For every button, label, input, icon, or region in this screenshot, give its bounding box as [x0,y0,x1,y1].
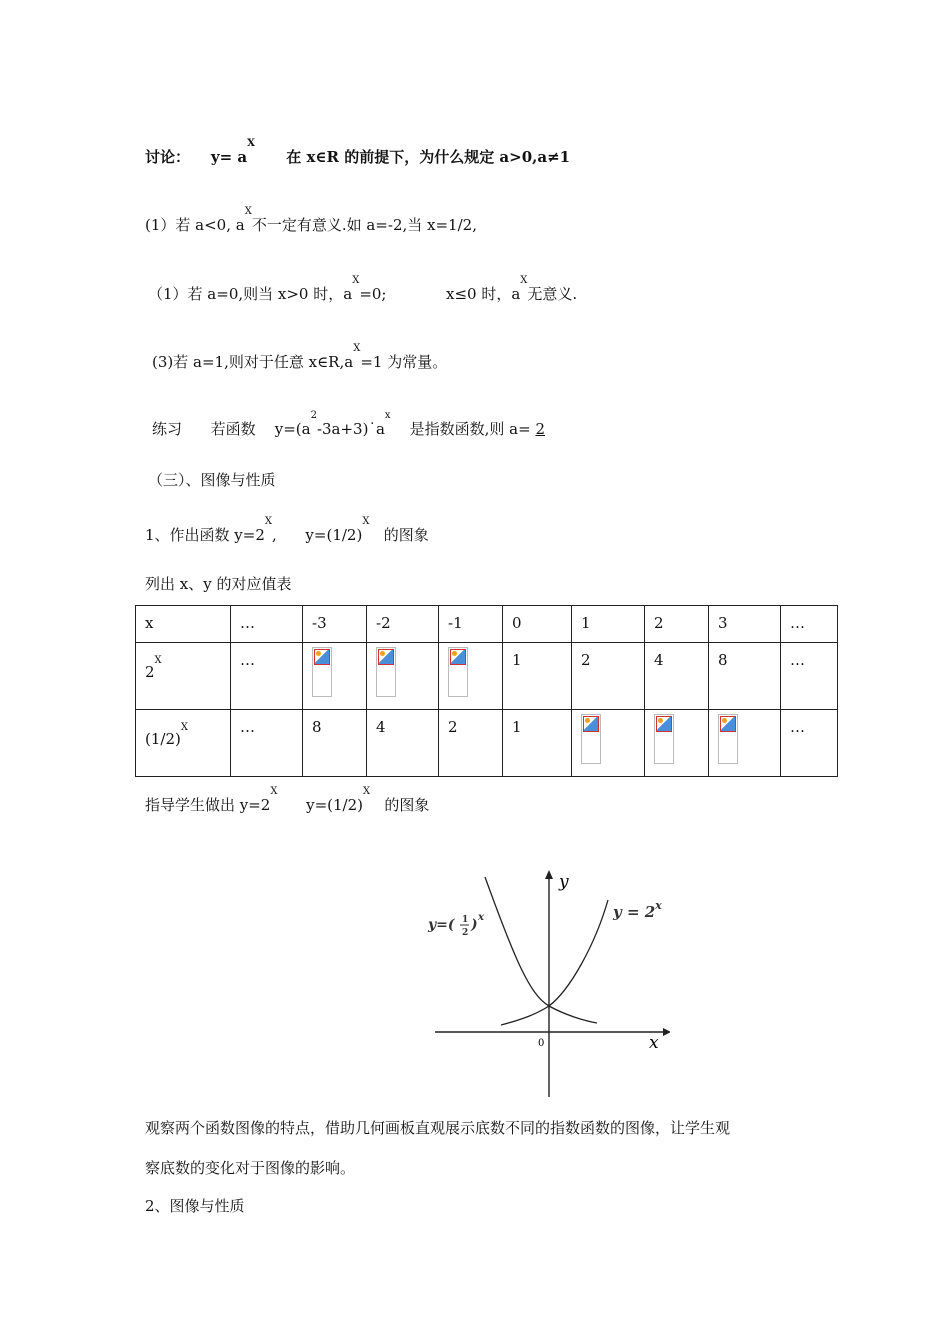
case1-exp: X [244,206,252,217]
item1-exp: X [264,516,273,527]
exercise-expr-a: y=(a [274,420,311,438]
guide-exp: X [270,786,278,797]
table-cell [439,643,503,710]
table-cell: 1 [503,710,572,777]
table-cell [572,710,645,777]
broken-image-icon [376,647,396,697]
exercise-line [152,410,546,439]
table-cell: … [231,606,303,643]
label-half-power-num: 1 [462,915,469,925]
broken-image-icon [718,714,738,764]
case2-exp: X [352,275,360,286]
guide-prefix: 指导学生做出 y=2 [145,796,271,814]
table-row [136,606,838,643]
observe-text-2: 察底数的变化对于图像的影响。 [145,1159,356,1177]
curve-two-power [501,900,608,1025]
table-cell: 8 [709,643,781,710]
broken-image-icon [312,647,332,697]
item1-suffix: 的图象 [383,526,429,544]
y-axis-label: y [559,872,569,892]
table-cell: … [781,643,838,710]
item1-comma: , [272,526,277,544]
x-axis-label: x [649,1033,659,1053]
table-cell: … [781,606,838,643]
table-cell: 3 [709,606,781,643]
table-cell: 0 [503,606,572,643]
case1-line [145,206,477,235]
case3-line [152,343,448,372]
table-row-label [136,710,231,777]
table-cell: 2 [572,643,645,710]
table-cell [645,710,709,777]
broken-image-icon [581,714,601,764]
guide-suffix: 的图象 [384,796,430,814]
discussion-text: 在 x∈R 的前提下，为什么规定 a>0,a≠1 [286,148,571,166]
exercise-text2: 是指数函数,则 a= [409,420,531,438]
section3-heading: （三）、图像与性质 [148,471,276,489]
case2-mid: =0; [359,285,387,303]
broken-image-icon [448,647,468,697]
table-caption: 列出 x、y 的对应值表 [145,575,292,593]
table-row [136,643,838,710]
row1-exp: X [154,655,162,666]
case2-right-suffix: 无意义. [527,285,578,303]
guide-f2: y=(1/2) [306,796,363,814]
exponential-graph [425,865,670,1105]
case2-prefix: （1）若 a=0,则当 x>0 时，a [148,285,353,303]
row2-exp: X [180,722,188,733]
exercise-text1: 若函数 [210,420,256,438]
x-axis-arrow-icon [663,1028,670,1036]
item2-heading: 2、图像与性质 [145,1197,245,1215]
table-cell [367,643,439,710]
table-cell: 8 [303,710,367,777]
item1-exp2: X [362,516,370,527]
value-table [135,605,838,777]
item1-prefix: 1、作出函数 y=2 [145,526,265,544]
case1-prefix: (1）若 a<0, a [145,216,245,234]
table-cell: 2 [439,710,503,777]
table-cell: 1 [572,606,645,643]
table-cell: x [136,606,231,643]
origin-label: 0 [538,1038,545,1049]
label-half-power-den: 2 [462,928,469,938]
label-two-power: $y = 2^x$ [613,899,662,921]
row2-label: (1/2) [145,730,181,748]
case3-exp: X [353,343,361,354]
table-row-label [136,643,231,710]
table-cell: 4 [367,710,439,777]
guide-exp2: X [362,786,371,797]
table-cell: … [231,710,303,777]
table-row [136,710,838,777]
row1-label: 2 [145,663,155,681]
exercise-expr-sup: 2 [310,410,317,421]
table-cell [709,710,781,777]
case2-right [446,275,578,304]
table-cell: -2 [367,606,439,643]
exercise-expr-b: -3a+3)˙a [316,420,385,438]
exercise-label: 练习 [152,420,183,438]
exercise-answer: 2 [535,420,546,438]
table-cell: -1 [439,606,503,643]
table-cell [303,643,367,710]
case1-text: 不一定有意义.如 a=-2,当 x=1/2, [251,216,477,234]
observe-text-1: 观察两个函数图像的特点，借助几何画板直观展示底数不同的指数函数的图像，让学生观 [145,1119,731,1137]
table-cell: … [231,643,303,710]
table-cell: -3 [303,606,367,643]
exercise-expr-exp: x [384,410,391,421]
case2-right-prefix: x≤0 时，a [446,285,521,303]
table-cell: 1 [503,643,572,710]
table-cell: … [781,710,838,777]
discussion-line [145,138,571,167]
label-half-power-exp: x [478,912,484,923]
item1-f2: y=(1/2) [305,526,363,544]
table-cell: 4 [645,643,709,710]
case2-line [148,275,387,304]
label-half-power-b: ) [471,917,478,933]
label-half-power-a: y=( [428,917,455,933]
case2-right-exp: X [520,275,528,286]
broken-image-icon [654,714,674,764]
discussion-exp: X [247,138,255,149]
item1-line [145,516,429,545]
curve-half-power [485,877,597,1023]
discussion-label: 讨论： [145,148,191,166]
case3-prefix: (3)若 a=1,则对于任意 x∈R,a [152,353,354,371]
y-axis-arrow-icon [545,870,553,879]
case3-suffix: =1 为常量。 [360,353,448,371]
guide-line [145,786,430,815]
table-cell: 2 [645,606,709,643]
discussion-func: y= a [210,148,248,166]
